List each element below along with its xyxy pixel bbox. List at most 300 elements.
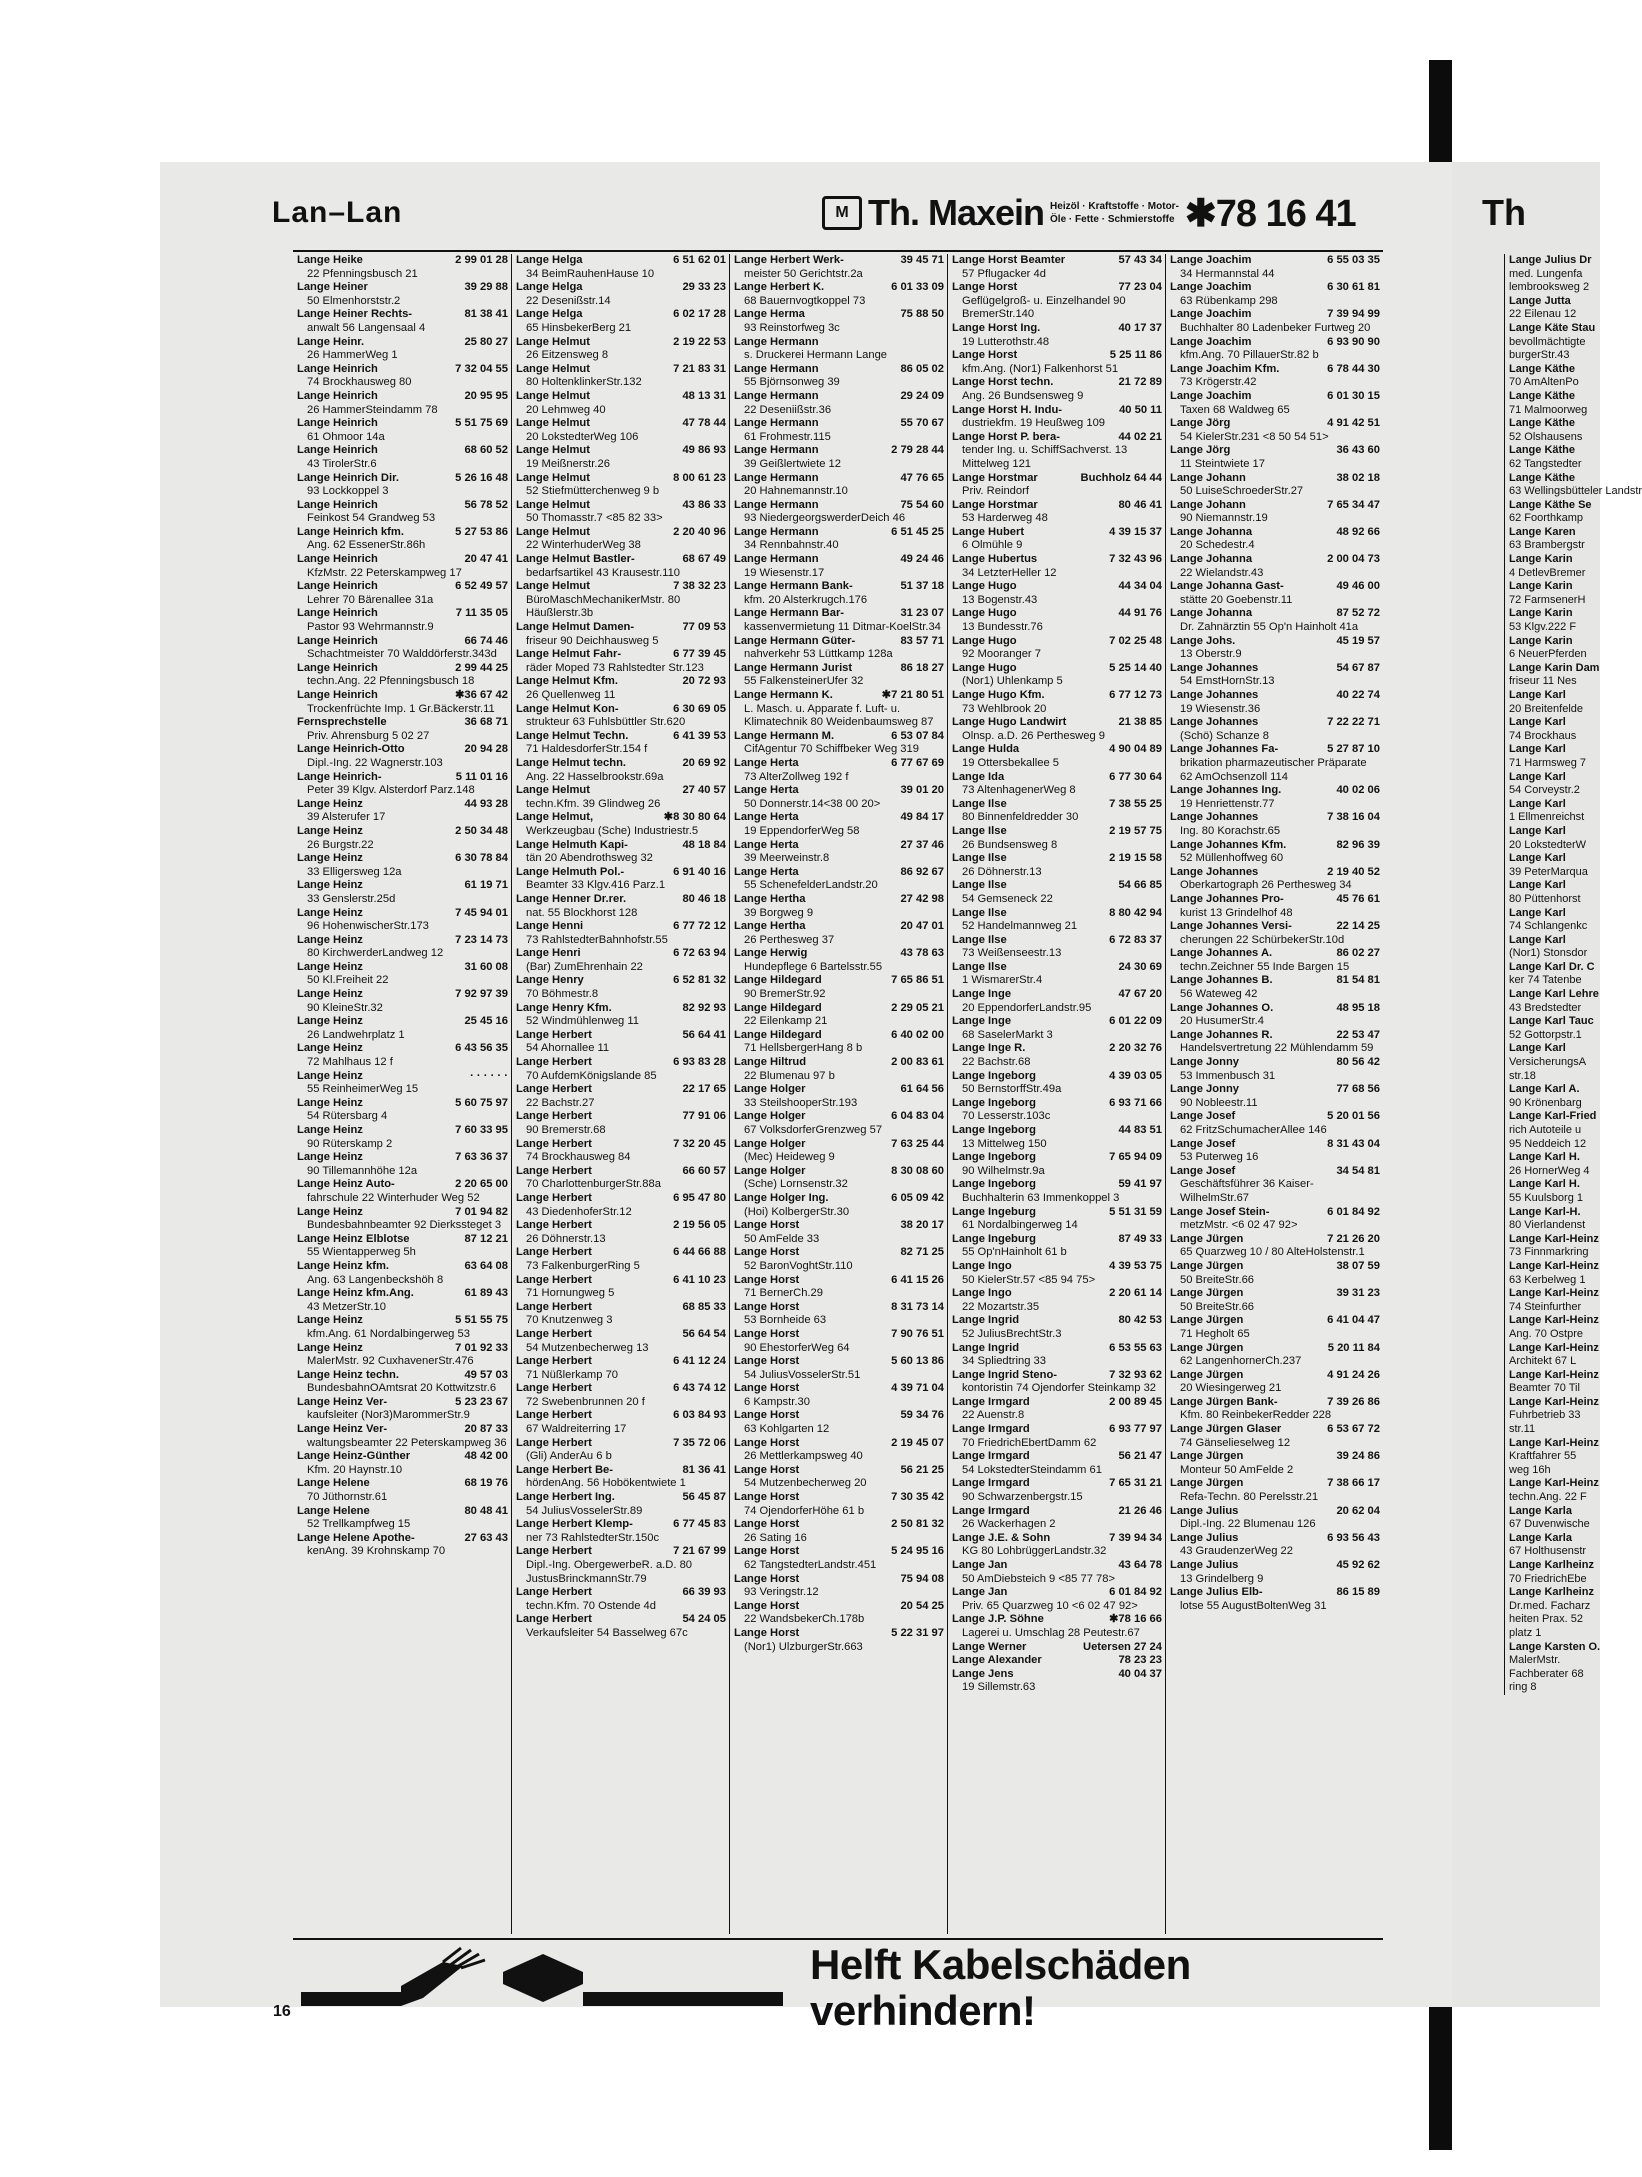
listing-name: Lange Herbert [516,1409,592,1422]
listing-name: Lange Johann [1170,471,1246,484]
listing-address: kfm.Ang. (Nor1) Falkenhorst 51 [962,362,1119,375]
listing-entry [952,852,1162,879]
listing-phone: 45 19 57 [1336,634,1380,647]
listing-entry [516,526,726,553]
next-page-fragment: 63 Kerbelweg 1 [1509,1273,1586,1286]
next-page-column [1504,254,1642,1695]
listing-entry [297,1532,508,1559]
next-page-fragment: Lange Karl-H. [1509,1205,1581,1218]
next-page-fragment: 63 Wellingsbütteler Landstr [1509,485,1642,498]
listing-phone: 6 52 81 32 [673,974,726,987]
listing-phone: 45 76 61 [1336,892,1380,905]
listing-phone: 6 77 72 12 [673,920,726,933]
listing-name: Lange Joachim [1170,281,1252,294]
listing-name: Lange Jürgen [1170,1477,1244,1490]
listing-entry [1170,1559,1380,1586]
listing-address: kenAng. 39 Krohnskamp 70 [307,1545,446,1558]
listing-entry [516,1029,726,1056]
listing-name: Lange Herbert [516,1137,592,1150]
listing-address: fahrschule 22 Winterhuder Weg 52 [307,1191,480,1204]
listing-address: 71 BernerCh.29 [744,1287,823,1300]
listing-address: 53 Bornheide 63 [744,1314,827,1327]
next-page-fragment: 62 Tangstedter [1509,457,1582,470]
listing-address: 55 Björnsonweg 39 [744,376,840,389]
listing-name: Lange Johannes Fa- [1170,743,1279,756]
listing-entry [1170,1314,1380,1341]
listing-phone: 6 01 30 15 [1327,389,1380,402]
listing-entry [1170,635,1380,662]
listing-address: metzMstr. <6 02 47 92> [1180,1219,1298,1232]
listing-phone: 20 95 95 [464,389,508,402]
listing-phone: 59 34 76 [900,1409,944,1422]
listing-address: Handelsvertretung 22 Mühlendamm 59 [1180,1042,1374,1055]
listing-address: 6 Olmühle 9 [962,539,1023,552]
next-page-fragment: Dr.med. Facharz [1509,1599,1591,1612]
listing-entry [1170,1029,1380,1056]
listing-name: Lange Hildegard [734,1001,822,1014]
listing-phone: 6 01 84 92 [1109,1586,1162,1599]
listing-name: Lange Herta [734,784,799,797]
listing-address: Priv. Ahrensburg 5 02 27 [307,729,430,742]
next-page-fragment: techn.Ang. 22 F [1509,1491,1587,1504]
listing-entry [952,1342,1162,1369]
listing-phone: 2 00 04 73 [1327,553,1380,566]
listing-address: Bundesbahnbeamter 92 Dierkssteget 3 [307,1219,502,1232]
listing-entry [952,281,1162,322]
listing-entry [952,1559,1162,1586]
listing-phone: 77 68 56 [1336,1083,1380,1096]
next-page-fragment: Lange Karl [1509,689,1566,701]
listing-address: 73 AltenhagenerWeg 8 [962,784,1076,797]
listing-name: Lange Johannes O. [1170,1001,1274,1014]
listing-entry [297,580,508,607]
listing-address: 74 OjendorferHöhe 61 b [744,1504,865,1517]
listing-phone: 6 77 45 83 [673,1518,726,1531]
listing-name: Lange Henri [516,947,581,960]
listing-entry [1170,499,1380,526]
listing-address: 20 Wiesingerweg 21 [1180,1382,1282,1395]
listing-entry [297,254,508,281]
listing-name: Lange Johannes [1170,716,1259,729]
listing-address: 71 HellsbergerHang 8 b [744,1042,863,1055]
listing-name: Lange Johannes B. [1170,974,1273,987]
listing-address: 52 Trellkampfweg 15 [307,1518,411,1531]
listing-name: Lange Heinz techn. [297,1368,399,1381]
listing-address: CifAgentur 70 Schiffbeker Weg 319 [744,743,919,756]
listing-name: Lange Jan [952,1559,1008,1571]
listing-phone: 56 64 41 [682,1028,726,1041]
listing-phone: 6 77 12 73 [1109,689,1162,701]
listing-entry [297,771,508,798]
listing-entry [297,1042,508,1069]
next-page-fragment: 90 Krönenbarg [1509,1096,1582,1109]
cable-frayed-icon [401,1962,463,2006]
listing-address: Taxen 68 Waldweg 65 [1180,403,1290,416]
listing-phone: 6 44 66 88 [673,1246,726,1259]
listing-entry [516,1464,726,1491]
listing-address: 19 EppendorferWeg 58 [744,824,860,837]
next-page-fragment: Lange Karl-Heinz [1509,1341,1599,1354]
listing-name: Lange Holger [734,1164,806,1177]
directory-column [729,254,947,1934]
listing-entry [952,1423,1162,1450]
listing-entry [1170,784,1380,811]
listing-address: 39 Geißlertwiete 12 [744,457,842,470]
listing-address: lotse 55 AugustBoltenWeg 31 [1180,1599,1327,1612]
listing-phone: 21 26 46 [1118,1504,1162,1517]
listing-phone: 20 87 33 [464,1423,508,1436]
listing-phone: 6 78 44 30 [1327,362,1380,375]
listing-entry [516,1192,726,1219]
next-page-fragment: Lange Karl [1509,906,1566,919]
listing-address: (Hoi) KolbergerStr.30 [744,1205,850,1218]
listing-phone: 61 19 71 [464,879,508,892]
listing-name: Lange Hildegard [734,1028,822,1041]
listing-address: kontoristin 74 Ojendorfer Steinkamp 32 [962,1382,1157,1395]
listing-phone: 20 72 93 [682,675,726,688]
listing-name: Lange Herbert [516,1300,592,1313]
listing-address: Pastor 93 Wehrmannstr.9 [307,621,434,634]
listing-name: Lange Jürgen Glaser [1170,1423,1282,1436]
listing-phone: 6 51 62 01 [673,254,726,266]
listing-phone: 6 40 02 00 [891,1028,944,1041]
listing-phone: 2 19 40 52 [1327,865,1380,878]
ad-tagline [1050,200,1179,226]
listing-phone: 5 51 75 69 [455,417,508,430]
next-page-fragment: Lange Karl [1509,770,1566,783]
listing-address: BundesbahnOAmtsrat 20 Kottwitzstr.6 [307,1382,497,1395]
listing-name: Lange Heinrich [297,689,378,701]
next-page-fragment: Lange Karl Lehre [1509,988,1599,1001]
listing-phone: 29 33 23 [682,281,726,294]
listing-entry [734,1002,944,1029]
listing-address: Geschäftsführer 36 Kaiser-WilhelmStr.67 [1180,1178,1314,1204]
listing-name: Fernsprechstelle [297,716,387,729]
listing-name: Lange Hiltrud [734,1056,807,1069]
listing-name: Lange Herbert [516,1056,592,1069]
listing-phone: 80 42 53 [1118,1314,1162,1327]
listing-phone: 7 38 32 23 [673,580,726,593]
listing-name: Lange Irmgard [952,1423,1030,1436]
listing-address: 13 Bogenstr.43 [962,593,1038,606]
listing-name: Lange Herbert [516,1083,592,1096]
listing-entry [1170,254,1380,281]
listing-phone: 20 54 25 [900,1599,944,1612]
listing-phone: 87 12 21 [464,1232,508,1245]
listing-entry [297,1314,508,1341]
listing-entry [297,1369,508,1396]
listing-phone: ✱8 30 80 64 [663,811,726,824]
listing-phone: 59 41 97 [1118,1178,1162,1191]
next-page-fragment: 74 Brockhaus [1509,729,1577,742]
listing-entry [1170,689,1380,716]
cable-right-icon [583,1992,783,2006]
listing-name: Lange Heinrich- [297,770,382,783]
listing-name: Lange Hermann [734,471,819,484]
listing-phone: 87 52 72 [1336,607,1380,620]
listing-phone: 2 19 57 75 [1109,824,1162,837]
listing-entry [1170,1423,1380,1450]
listing-address: 73 Krögerstr.42 [1180,376,1257,389]
listing-entry [952,376,1162,403]
listing-entry [734,893,944,920]
listing-entry [734,974,944,1001]
listing-address: 22 Auenstr.8 [962,1409,1025,1422]
listing-name: Lange Jan [952,1586,1008,1599]
listing-phone: 2 99 01 28 [455,254,508,266]
listing-phone: 6 93 90 90 [1327,335,1380,348]
listing-entry [734,1437,944,1464]
listing-entry [734,1301,944,1328]
listing-phone: 2 79 28 44 [891,444,944,457]
listing-phone: 6 41 39 53 [673,729,726,742]
listing-address: 62 FritzSchumacherAllee 146 [1180,1124,1327,1136]
listing-name: Lange Ilse [952,906,1007,919]
maxein-logo-icon: M [822,196,862,230]
listing-phone: 66 74 46 [464,634,508,647]
cable-knot-icon [503,1954,583,2002]
listing-address: 54 Ahornallee 11 [526,1042,610,1055]
listing-phone: 6 72 83 37 [1109,933,1162,946]
listing-entry [952,1151,1162,1178]
listing-phone: 25 45 16 [464,1015,508,1028]
listing-phone: 6 05 09 42 [891,1191,944,1204]
listing-entry [952,934,1162,961]
next-page-fragment: 63 Brambergstr [1509,539,1585,552]
listing-entry [1170,281,1380,308]
listing-address: 26 Döhnerstr.13 [526,1232,606,1245]
listing-phone: 6 43 74 12 [673,1382,726,1395]
listing-address: Geflügelgroß- u. Einzelhandel 90 BremerStr.140 [962,294,1126,321]
listing-address: kassenvermietung 11 Ditmar-KoelStr.34 [744,621,941,634]
listing-name: Lange Johs. [1170,634,1236,647]
next-page-fragment: Lange Käte Stau [1509,321,1596,334]
listing-name: Lange Ingeborg [952,1178,1036,1191]
listing-name: Lange Helga [516,254,583,266]
listing-entry [952,825,1162,852]
listing-address: 57 Pflugacker 4d [962,267,1046,280]
listing-address: 13 Oberstr.9 [1180,648,1242,661]
listing-phone: 6 01 84 92 [1327,1205,1380,1218]
listing-name: Lange Holger [734,1110,806,1123]
listing-address: nahverkehr 53 Lüttkamp 128a [744,648,893,661]
listing-name: Lange Hubert [952,525,1025,538]
listing-address: kaufsleiter (Nor3)MarommerStr.9 [307,1409,470,1422]
listing-name: Lange Ingeborg [952,1069,1036,1082]
footer-slogan [810,1942,1191,2034]
listing-name: Lange Horst Beamter [952,254,1066,266]
listing-entry [952,1613,1162,1640]
directory-column [1165,254,1383,1934]
listing-name: Lange Helmut [516,580,590,593]
listing-phone: 2 19 45 07 [891,1436,944,1449]
listing-phone: 5 27 53 86 [455,525,508,538]
listing-phone: 86 02 27 [1336,947,1380,960]
listing-phone: 7 65 94 09 [1109,1151,1162,1164]
next-page-fragment: 22 Eilenau 12 [1509,308,1577,321]
listing-entry [734,811,944,838]
listing-name: Lange Hertha [734,920,806,933]
listing-name: Lange Joachim [1170,308,1252,321]
listing-entry [516,1437,726,1464]
listing-address: 22 Desenißstr.14 [526,294,611,307]
listing-address: 22 WinterhuderWeg 38 [526,539,641,552]
listing-address: 19 Ottersbekallee 5 [962,756,1060,769]
listing-name: Lange Heinrich kfm. [297,525,404,538]
listing-entry [1170,1083,1380,1110]
listing-name: Lange Horst [734,1572,800,1585]
listing-address: 34 Spliedtring 33 [962,1355,1046,1368]
listing-name: Lange Hermann [734,362,819,375]
listing-entry [516,1002,726,1029]
next-page-fragment: 53 Klgv.222 F [1509,621,1577,634]
listing-address: 26 Sating 16 [744,1531,807,1544]
listing-phone: 86 18 27 [900,661,944,674]
listing-address: (Nor1) UlzburgerStr.663 [744,1640,863,1653]
listing-entry [952,1586,1162,1613]
listing-phone: 54 67 87 [1336,661,1380,674]
listing-address: nat. 55 Blockhorst 128 [526,906,638,919]
listing-phone: 7 38 55 25 [1109,797,1162,810]
listing-name: Lange Henni [516,920,584,933]
listing-columns [293,254,1383,1934]
listing-entry [1170,417,1380,444]
listing-address: Verkaufsleiter 54 Basselweg 67c [526,1626,688,1639]
listing-entry [952,322,1162,349]
listing-phone: 6 93 83 28 [673,1056,726,1069]
next-page-fragment: Lange Karlheinz [1509,1559,1594,1571]
listing-name: Lange Heinz [297,1341,363,1354]
next-page-fragment: Kraftfahrer 55 [1509,1450,1577,1463]
listing-name: Lange Johannes [1170,689,1259,701]
listing-entry [1170,811,1380,838]
listing-phone: 4 39 53 75 [1109,1259,1162,1272]
listing-entry [297,798,508,825]
listing-address: 67 Waldreiterring 17 [526,1423,627,1436]
listing-name: Lange Helmut [516,444,590,457]
listing-phone: 5 20 11 84 [1327,1341,1380,1354]
listing-phone: 56 78 52 [464,498,508,511]
listing-name: Lange Helmut Kfm. [516,675,618,688]
listing-entry [1170,866,1380,893]
listing-entry [1170,1287,1380,1314]
next-page-fragment: Lange Käthe [1509,471,1576,484]
listing-address: 26 Burgstr.22 [307,838,374,851]
listing-phone: 5 26 16 48 [455,471,508,484]
footer-slogan-line-2: verhindern! [810,1987,1036,2034]
listing-phone: 6 53 55 63 [1109,1341,1162,1354]
listing-entry [297,1396,508,1423]
listing-phone: 2 29 05 21 [891,1001,944,1014]
listing-phone: 7 02 25 48 [1109,634,1162,647]
listing-address: 1 WismarerStr.4 [962,974,1043,987]
listing-phone: 2 20 32 76 [1109,1042,1162,1055]
next-page-fragment: MalerMstr. [1509,1654,1561,1667]
listing-address: 22 Wielandstr.43 [1180,566,1264,579]
listing-address: 34 Hermannstal 44 [1180,267,1275,280]
listing-address: Ang. 22 Hasselbrookstr.69a [526,770,664,783]
listing-name: Lange Helmut [516,784,590,797]
next-page-fragment: burgerStr.43 [1509,349,1570,362]
listing-phone: 43 64 78 [1118,1559,1162,1571]
listing-phone: 5 22 31 97 [891,1626,944,1639]
listing-address: 62 TangstedterLandstr.451 [744,1559,877,1571]
listing-address: 54 EmstHornStr.13 [1180,675,1275,688]
listing-name: Lange Heinz [297,1124,363,1136]
listing-address: 43 DiedenhoferStr.12 [526,1205,632,1218]
listing-address: 26 Landwehrplatz 1 [307,1028,405,1041]
listing-name: Lange Herbert [516,1028,592,1041]
listing-name: Lange Horst [734,1545,800,1558]
listing-phone: 6 93 71 66 [1109,1096,1162,1109]
listing-entry [734,635,944,662]
listing-name: Lange Ilse [952,960,1007,973]
next-page-fragment: 80 Püttenhorst [1509,892,1581,905]
next-page-fragment: Lange Käthe [1509,389,1576,402]
listing-name: Lange Heinrich Dir. [297,471,399,484]
listing-phone: 7 63 25 44 [891,1137,944,1150]
listing-entry [1170,662,1380,689]
listing-phone: 27 63 43 [464,1531,508,1544]
listing-name: Lange Heinrich [297,553,378,566]
listing-entry [516,417,726,444]
listing-entry [297,1260,508,1287]
listing-name: Lange Heinz [297,879,363,892]
listing-name: Lange Inge [952,1015,1012,1028]
listing-address: 43 MetzerStr.10 [307,1300,386,1313]
listing-entry [516,1056,726,1083]
cable-illustration-icon [293,1942,793,2018]
listing-phone: 7 22 22 71 [1327,716,1380,729]
listing-phone: 5 20 01 56 [1327,1110,1380,1123]
listing-entry [516,1409,726,1436]
next-page-fragment: 55 Kuulsborg 1 [1509,1191,1583,1204]
footer-slogan-line-1: Helft Kabelschäden [810,1941,1191,1988]
listing-entry [297,1342,508,1369]
listing-address: 22 Bachstr.27 [526,1096,595,1109]
listing-phone: 6 43 56 35 [455,1042,508,1055]
directory-column [511,254,729,1934]
listing-address: 90 Schwarzenbergstr.15 [962,1491,1083,1504]
wire-strands-icon [443,1948,485,1968]
listing-entry [297,961,508,988]
listing-name: Lange Jürgen [1170,1259,1244,1272]
listing-name: Lange Horstmar [952,498,1038,511]
listing-phone: 6 77 67 69 [891,756,944,769]
listing-entry [734,662,944,689]
listing-phone: 7 11 35 05 [455,607,508,620]
listing-name: Lange Julius [1170,1531,1239,1544]
listing-name: Lange Heinz Elblotse [297,1232,410,1245]
listing-entry [297,689,508,716]
listing-name: Lange Horst [734,1491,800,1504]
listing-name: Lange Horst [734,1355,800,1368]
listing-phone: 5 60 75 97 [455,1096,508,1109]
listing-entry [1170,1369,1380,1396]
listing-phone: 24 30 69 [1118,960,1162,973]
listing-address: techn.Zeichner 55 Inde Bargen 15 [1180,960,1350,973]
listing-name: Lange Herbert K. [734,281,825,294]
listing-name: Lange Josef [1170,1164,1236,1177]
next-page-fragment: 74 Steinfurther [1509,1300,1582,1313]
listing-name: Lange Herta [734,811,799,824]
listing-address: techn.Ang. 22 Pfenningsbusch 18 [307,675,475,688]
listing-phone: 54 24 05 [682,1613,726,1626]
listing-address: 63 Kohlgarten 12 [744,1423,830,1436]
listing-phone: 40 17 37 [1118,321,1162,334]
listing-phone: 6 41 15 26 [891,1273,944,1286]
listing-name: Lange Johannes [1170,661,1259,674]
